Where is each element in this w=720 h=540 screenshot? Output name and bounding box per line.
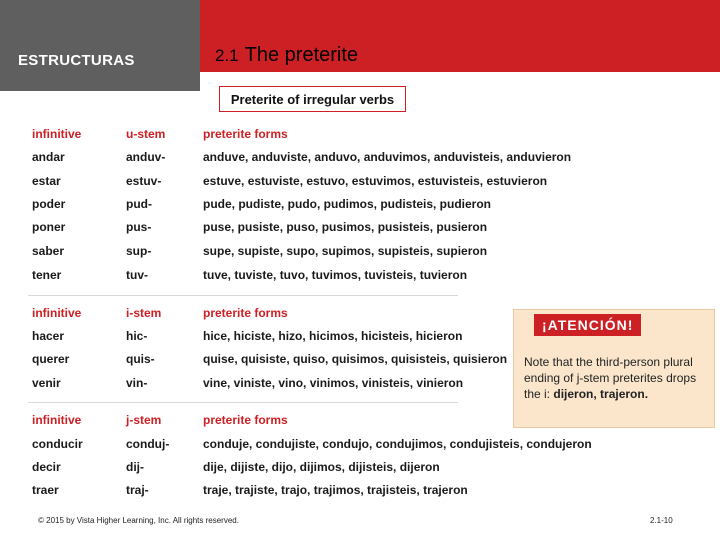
stem-cell: vin- (126, 376, 148, 390)
stem-cell: hic- (126, 329, 148, 343)
forms-cell: quise, quisiste, quiso, quisimos, quisisteis, quisieron (203, 352, 508, 366)
section-number: 2.1 (215, 46, 239, 65)
stem-cell: quis- (126, 352, 155, 366)
stem-cell: estuv- (126, 174, 162, 188)
atencion-title: ¡ATENCIÓN! (534, 314, 641, 336)
infinitive-cell: hacer (32, 329, 65, 343)
stem-cell: pus- (126, 220, 152, 234)
infinitive-cell: querer (32, 352, 70, 366)
section-title-text: The preterite (244, 44, 359, 66)
forms-cell: pude, pudiste, pudo, pudimos, pudisteis, pudieron (203, 197, 491, 211)
col-forms-header: preterite forms (203, 127, 288, 141)
stem-cell: pud- (126, 197, 152, 211)
group-divider (28, 295, 458, 296)
atencion-body: Note that the third-person plural ending of j-stem preterites drops the i: (524, 355, 697, 401)
forms-cell: supe, supiste, supo, supimos, supisteis, supieron (203, 244, 488, 258)
col-stem-header: u-stem (126, 127, 166, 141)
forms-cell: vine, viniste, vino, vinimos, vinisteis, vinieron (203, 376, 464, 390)
col-forms-header: preterite forms (203, 413, 288, 427)
infinitive-cell: poner (32, 220, 66, 234)
group-divider (28, 402, 458, 403)
col-forms-header: preterite forms (203, 306, 288, 320)
copyright-text: © 2015 by Vista Higher Learning, Inc. All rights reserved. (38, 516, 239, 525)
col-stem-header: j-stem (126, 413, 162, 427)
brand-label: ESTRUCTURAS (18, 52, 135, 69)
forms-cell: hice, hiciste, hizo, hicimos, hicisteis, hicieron (203, 329, 463, 343)
forms-cell: anduve, anduviste, anduvo, anduvimos, anduvisteis, anduvieron (203, 150, 572, 164)
atencion-examples: dijeron, trajeron. (553, 387, 649, 401)
forms-cell: dije, dijiste, dijo, dijimos, dijisteis, dijeron (203, 460, 440, 474)
stem-cell: anduv- (126, 150, 166, 164)
col-infinitive-header: infinitive (32, 127, 82, 141)
infinitive-cell: venir (32, 376, 61, 390)
infinitive-cell: conducir (32, 437, 83, 451)
infinitive-cell: decir (32, 460, 61, 474)
forms-cell: traje, trajiste, trajo, trajimos, trajisteis, trajeron (203, 483, 468, 497)
stem-cell: dij- (126, 460, 144, 474)
stem-cell: tuv- (126, 268, 148, 282)
forms-cell: estuve, estuviste, estuvo, estuvimos, estuvisteis, estuvieron (203, 174, 548, 188)
forms-cell: puse, pusiste, puso, pusimos, pusisteis, pusieron (203, 220, 488, 234)
col-infinitive-header: infinitive (32, 413, 82, 427)
page-title (215, 44, 358, 67)
infinitive-cell: saber (32, 244, 65, 258)
atencion-note-box (513, 309, 715, 428)
page-number: 2.1-10 (650, 516, 673, 525)
stem-cell: traj- (126, 483, 149, 497)
table-title: Preterite of irregular verbs (219, 86, 406, 112)
stem-cell: conduj- (126, 437, 170, 451)
infinitive-cell: andar (32, 150, 65, 164)
infinitive-cell: poder (32, 197, 66, 211)
atencion-text (524, 354, 709, 402)
col-infinitive-header: infinitive (32, 306, 82, 320)
infinitive-cell: tener (32, 268, 62, 282)
col-stem-header: i-stem (126, 306, 162, 320)
forms-cell: conduje, condujiste, condujo, condujimos, condujisteis, condujeron (203, 437, 592, 451)
stem-cell: sup- (126, 244, 152, 258)
infinitive-cell: traer (32, 483, 59, 497)
header-dark-panel (0, 0, 200, 91)
forms-cell: tuve, tuviste, tuvo, tuvimos, tuvisteis, tuvieron (203, 268, 468, 282)
infinitive-cell: estar (32, 174, 61, 188)
